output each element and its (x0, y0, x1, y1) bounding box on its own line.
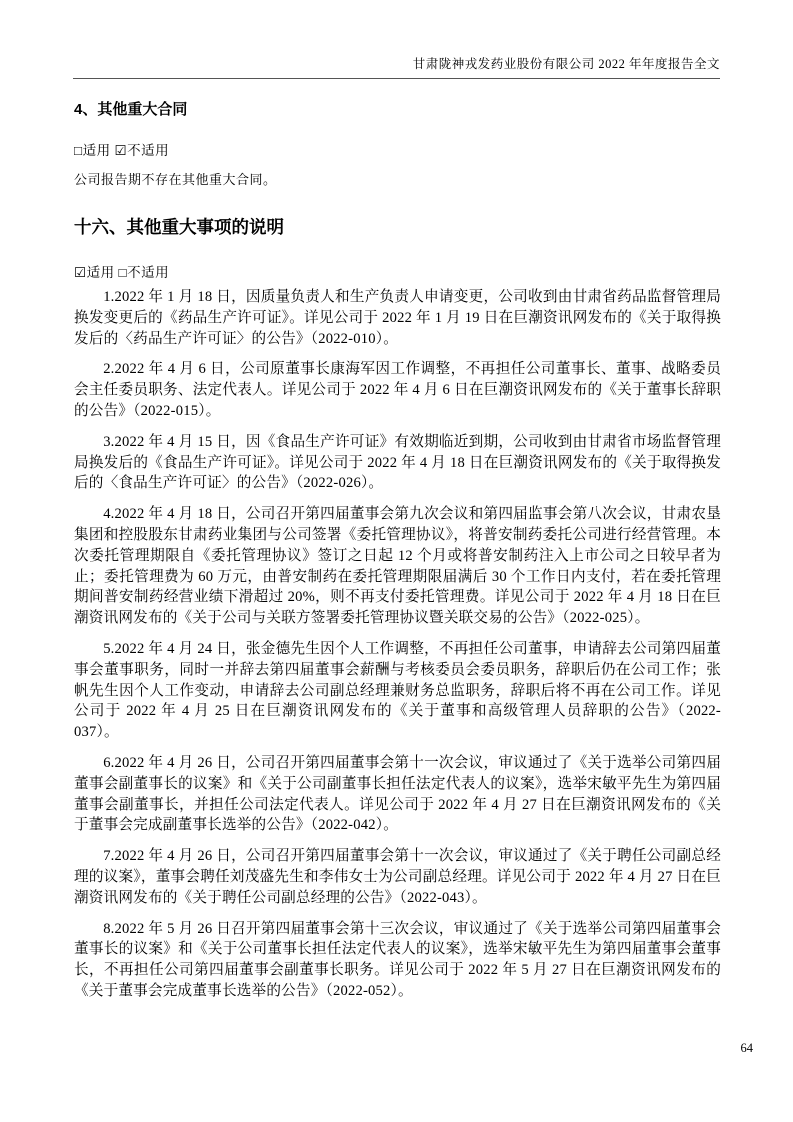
section-heading-other-contracts: 4、其他重大合同 (74, 101, 188, 118)
page-content (74, 90, 721, 1012)
section-heading-other-matters: 十六、其他重大事项的说明 (74, 217, 284, 237)
paragraph-item-5: 5.2022 年 4 月 24 日，张金德先生因个人工作调整，不再担任公司董事，申请辞去公司第四届董事会董事职务，同时一并辞去第四届董事会薪酬与考核委员会委员职务，辞职后仍在公司工作；张帆先生因个人工作变动，申请辞去公司副总经理兼财务总监职务，辞职后将不再在公司工作。详见公司于 2022 年 4 月 25 日在巨潮资讯网发布的《关于董事和高级管理人员辞职的公告》（2022-037）。 (74, 640, 721, 741)
applicability-line-other-contracts: □适用 ☑不适用 (74, 143, 170, 158)
paragraph-item-4: 4.2022 年 4 月 18 日，公司召开第四届董事会第九次会议和第四届监事会第八次会议，甘肃农垦集团和控股股东甘肃药业集团与公司签署《委托管理协议》，将普安制药委托公司进行经营管理。本次委托管理期限自《委托管理协议》签订之日起 12 个月或将普安制药注入上市公司之日较早者为止；委托管理费为 60 万元，由普安制药在委托管理期限届满后 30 个工作日内支付，若在委托管理期间普安制药经营业绩下滑超过 20%，则不再支付委托管理费。详见公司于 2022 年 4 月 18 日在巨潮资讯网发布的《关于公司与关联方签署委托管理协议暨关联交易的公告》（2022-025）。 (74, 506, 721, 627)
paragraph-item-6: 6.2022 年 4 月 26 日，公司召开第四届董事会第十一次会议，审议通过了《关于选举公司第四届董事会副董事长的议案》和《关于公司副董事长担任法定代表人的议案》，选举宋敏平先生为第四届董事会副董事长，并担任公司法定代表人。详见公司于 2022 年 4 月 27 日在巨潮资讯网发布的《关于董事会完成副董事长选举的公告》（2022-042）。 (74, 754, 721, 834)
applicability-line-other-matters: ☑适用 □不适用 (74, 265, 170, 280)
other-matters-paragraphs (74, 287, 721, 1002)
page-header: 甘肃陇神戎发药业股份有限公司 2022 年年度报告全文 (73, 54, 720, 79)
paragraph-item-2: 2.2022 年 4 月 6 日，公司原董事长康海军因工作调整，不再担任公司董事长、董事、战略委员会主任委员职务、法定代表人。详见公司于 2022 年 4 月 6 日在巨潮资讯网发布的《关于董事长辞职的公告》（2022-015）。 (74, 361, 721, 419)
paragraph-item-1: 1.2022 年 1 月 18 日，因质量负责人和生产负责人申请变更，公司收到由甘肃省药品监督管理局换发变更后的《药品生产许可证》。详见公司于 2022 年 1 月 19 日在巨潮资讯网发布的《关于取得换发后的〈药品生产许可证〉的公告》（2022-010）。 (74, 289, 721, 347)
page-number: 64 (740, 1041, 753, 1055)
paragraph-item-7: 7.2022 年 4 月 26 日，公司召开第四届董事会第十一次会议，审议通过了《关于聘任公司副总经理的议案》，董事会聘任刘茂盛先生和李伟女士为公司副总经理。详见公司于 2022 年 4 月 27 日在巨潮资讯网发布的《关于聘任公司副总经理的公告》（2022-043）。 (74, 848, 721, 906)
paragraph-item-8: 8.2022 年 5 月 26 日召开第四届董事会第十三次会议，审议通过了《关于选举公司第四届董事会董事长的议案》和《关于公司董事长担任法定代表人的议案》，选举宋敏平先生为第四届董事会董事长，不再担任公司第四届董事会副董事长职务。详见公司于 2022 年 5 月 27 日在巨潮资讯网发布的《关于董事会完成董事长选举的公告》（2022-052）。 (74, 920, 721, 999)
paragraph-item-3: 3.2022 年 4 月 15 日，因《食品生产许可证》有效期临近到期，公司收到由甘肃省市场监督管理局换发后的《食品生产许可证》。详见公司于 2022 年 4 月 18 日在巨潮资讯网发布的《关于取得换发后的〈食品生产许可证〉的公告》（2022-026）。 (74, 433, 721, 492)
other-contracts-statement: 公司报告期不存在其他重大合同。 (74, 172, 277, 187)
